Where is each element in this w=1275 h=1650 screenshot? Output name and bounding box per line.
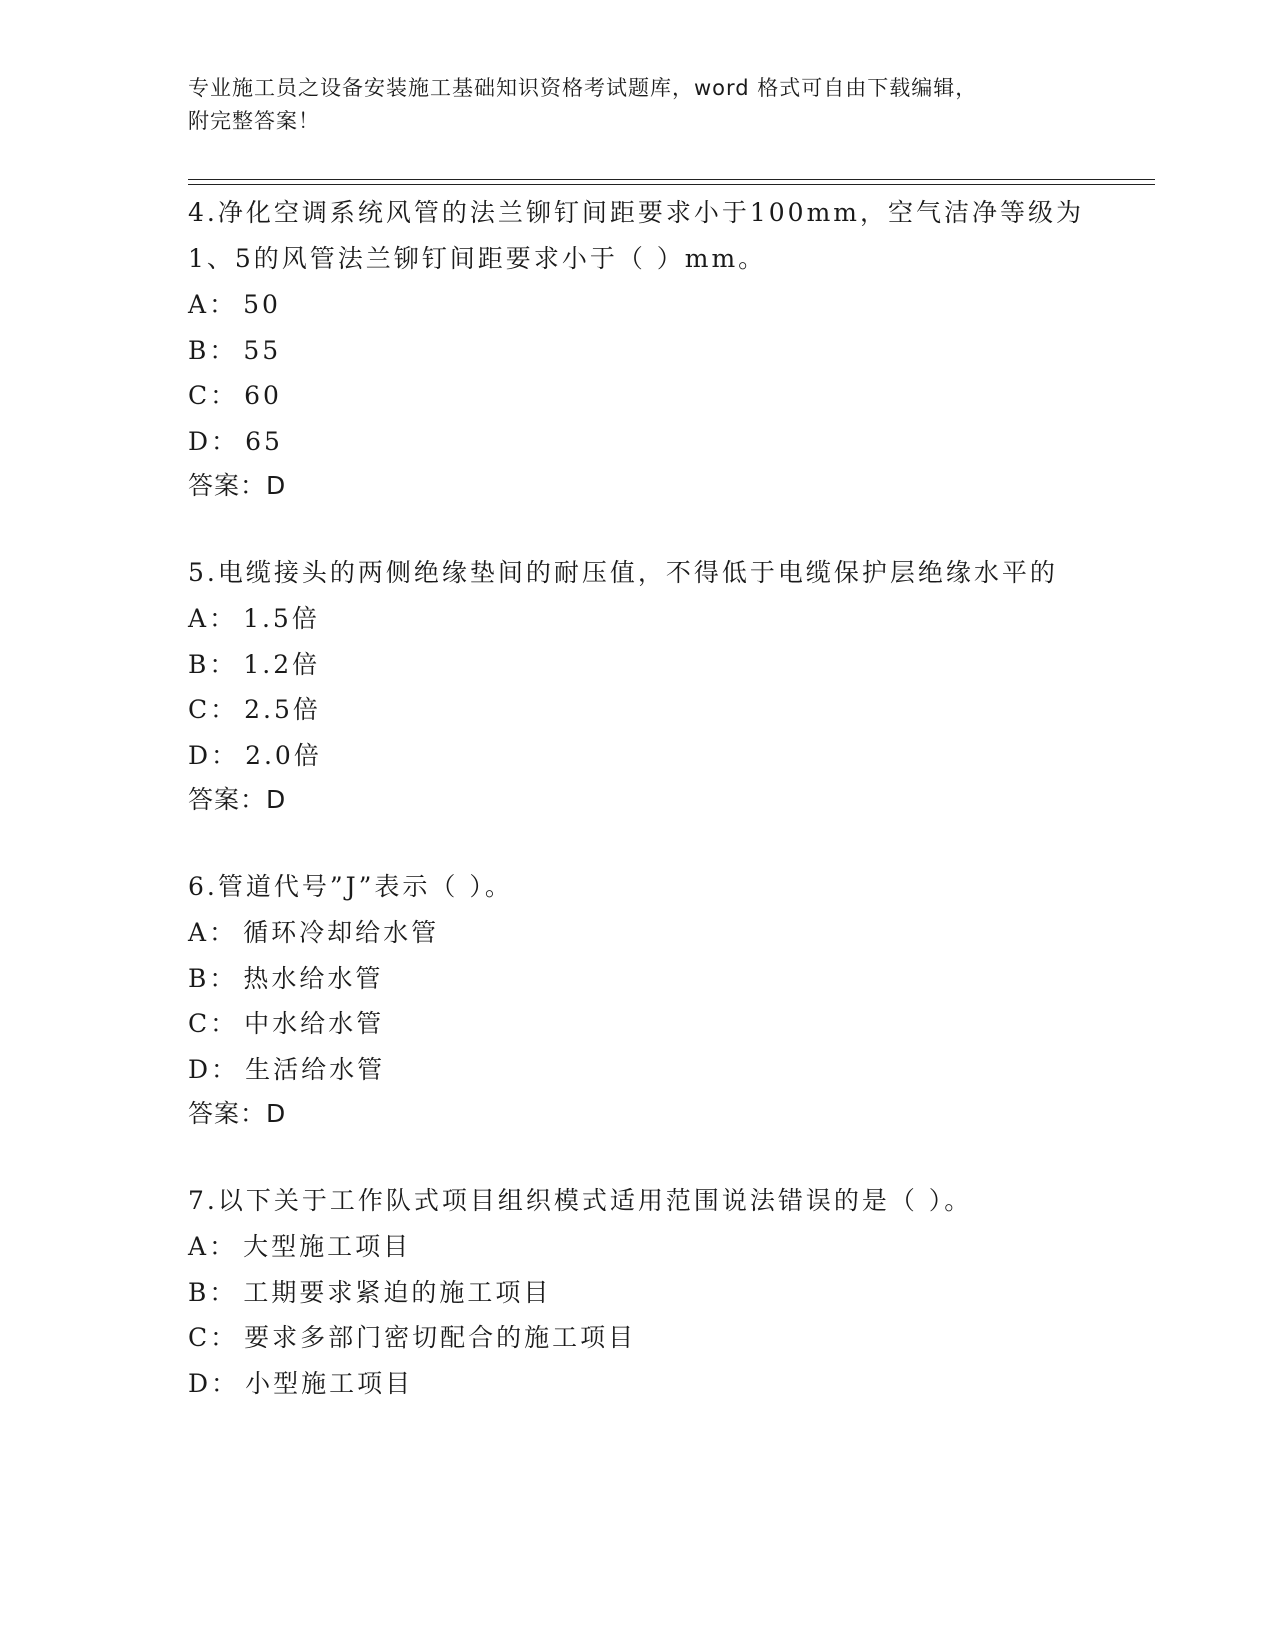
question-text: 7.以下关于工作队式项目组织模式适用范围说法错误的是（ ）。 — [188, 1186, 973, 1215]
document-header — [188, 72, 1068, 138]
answer-option: A： 循环冷却给水管 — [188, 910, 1088, 956]
option-letter: C — [188, 1009, 211, 1038]
option-letter: B — [188, 649, 210, 679]
option-text: 1.5倍 — [243, 604, 320, 633]
header-divider-bottom — [188, 184, 1155, 185]
option-letter: B — [188, 1277, 210, 1307]
question-block — [188, 190, 1088, 508]
answer-option: D： 65 — [188, 419, 1088, 465]
option-letter: D — [188, 740, 212, 770]
question-block — [188, 864, 1088, 1136]
answer-option: C： 2.5倍 — [188, 687, 1088, 733]
answer-option: B： 工期要求紧迫的施工项目 — [188, 1270, 1088, 1316]
option-text: 65 — [245, 426, 283, 456]
option-letter: D — [188, 1368, 212, 1398]
question-block — [188, 1178, 1088, 1406]
option-text: 中水给水管 — [244, 1009, 385, 1038]
answer-option: A： 50 — [188, 282, 1088, 328]
option-letter: C — [188, 695, 211, 724]
answer-option: B： 1.2倍 — [188, 642, 1088, 688]
option-text: 热水给水管 — [243, 963, 384, 993]
header-line-2: 附完整答案！ — [188, 109, 320, 133]
answer-option: D： 2.0倍 — [188, 733, 1088, 779]
option-letter: B — [188, 963, 210, 993]
option-text: 小型施工项目 — [245, 1368, 414, 1398]
answer-option: B： 55 — [188, 328, 1088, 374]
option-letter: B — [188, 335, 210, 365]
option-letter: A — [188, 1232, 210, 1261]
answer-option: D： 生活给水管 — [188, 1047, 1088, 1093]
option-text: 生活给水管 — [245, 1054, 386, 1084]
question-text: 5.电缆接头的两侧绝缘垫间的耐压值，不得低于电缆保护层绝缘水平的 — [188, 558, 1058, 587]
option-text: 工期要求紧迫的施工项目 — [243, 1277, 552, 1307]
option-letter: D — [188, 426, 212, 456]
option-letter: D — [188, 1054, 212, 1084]
question-block — [188, 550, 1088, 822]
option-text: 大型施工项目 — [243, 1232, 412, 1261]
answer-key: 答案：D — [188, 471, 287, 500]
option-text: 要求多部门密切配合的施工项目 — [244, 1323, 637, 1352]
answer-option: C： 要求多部门密切配合的施工项目 — [188, 1315, 1088, 1361]
answer-key: 答案：D — [188, 1099, 287, 1128]
header-line-1: 专业施工员之设备安装施工基础知识资格考试题库，word 格式可自由下载编辑， — [188, 76, 978, 100]
answer-option: B： 热水给水管 — [188, 956, 1088, 1002]
answer-option: D： 小型施工项目 — [188, 1361, 1088, 1407]
option-letter: C — [188, 381, 211, 410]
question-list — [188, 190, 1088, 1448]
option-text: 1.2倍 — [243, 649, 321, 679]
option-letter: C — [188, 1323, 211, 1352]
option-text: 2.5倍 — [244, 695, 321, 724]
answer-option: C： 60 — [188, 373, 1088, 419]
answer-option: A： 1.5倍 — [188, 596, 1088, 642]
question-text: 4.净化空调系统风管的法兰铆钉间距要求小于100mm，空气洁净等级为1、5的风管法兰铆钉间距要求小于（ ）mm。 — [188, 198, 1084, 273]
option-text: 50 — [243, 290, 281, 319]
header-divider-top — [188, 179, 1155, 180]
option-letter: A — [188, 290, 210, 319]
option-text: 2.0倍 — [245, 740, 322, 770]
option-letter: A — [188, 918, 210, 947]
answer-option: A： 大型施工项目 — [188, 1224, 1088, 1270]
answer-option: C： 中水给水管 — [188, 1001, 1088, 1047]
option-text: 循环冷却给水管 — [243, 918, 440, 947]
option-text: 60 — [244, 381, 282, 410]
question-text: 6.管道代号”J”表示（ ）。 — [188, 872, 513, 901]
option-letter: A — [188, 604, 210, 633]
option-text: 55 — [243, 335, 282, 365]
answer-key: 答案：D — [188, 785, 287, 814]
